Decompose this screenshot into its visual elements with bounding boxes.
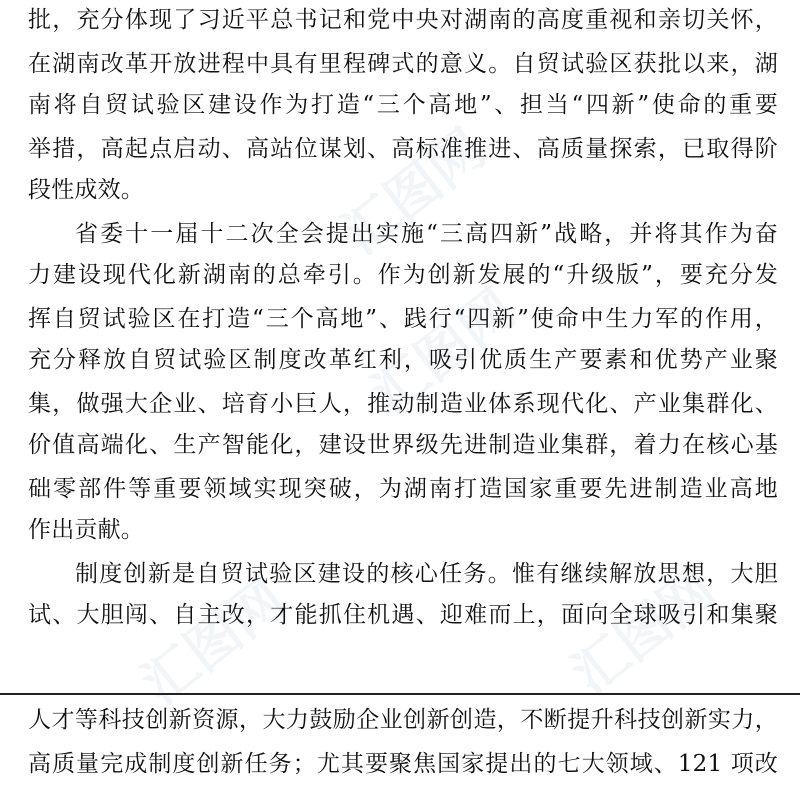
paragraph-2-line-6: 价值高端化、生产智能化，建设世界级先进制造业集群，着力在核心基 <box>28 432 778 458</box>
paragraph-2-line-7: 础零部件等重要领域实现突破，为湖南打造国家重要先进制造业高地 <box>28 476 778 502</box>
paragraph-1-line-1: 批，充分体现了习近平总书记和党中央对湖南的高度重视和亲切关怀， <box>28 7 778 33</box>
paragraph-1-line-2: 在湖南改革开放进程中具有里程碑式的意义。自贸试验区获批以来，湖 <box>28 51 778 77</box>
paragraph-1-line-4: 举措，高起点启动、高站位谋划、高标准推进、高质量探索，已取得阶 <box>28 136 778 162</box>
watermark: 汇图网 <box>130 566 297 717</box>
paragraph-2-line-4: 充分释放自贸试验区制度改革红利，吸引优质生产要素和优势产业聚 <box>28 347 778 373</box>
paragraph-3-line-1: 制度创新是自贸试验区建设的核心任务。惟有继续解放思想，大胆 <box>75 561 778 587</box>
watermark: 汇图网 <box>360 276 527 427</box>
paragraph-3-line-2: 试、大胆闯、自主改，才能抓住机遇、迎难而上，面向全球吸引和集聚 <box>28 602 778 628</box>
paragraph-1-line-3: 南将自贸试验区建设作为打造“三个高地”、担当“四新”使命的重要 <box>28 92 778 118</box>
paragraph-2-line-8: 作出贡献。 <box>28 517 144 543</box>
watermark: 汇图网 <box>330 116 497 267</box>
paragraph-2-line-1: 省委十一届十二次全会提出实施“三高四新”战略，并将其作为奋 <box>75 221 778 247</box>
next-page-line-2: 高质量完成制度创新任务；尤其要聚焦国家提出的七大领域、121 项改 <box>28 751 778 777</box>
paragraph-2-line-5: 集，做强大企业、培育小巨人，推动制造业体系现代化、产业集群化、 <box>28 391 778 417</box>
next-page-line-1: 人才等科技创新资源，大力鼓励企业创新创造，不断提升科技创新实力， <box>28 707 778 733</box>
paragraph-2-line-2: 力建设现代化新湖南的总牵引。作为创新发展的“升级版”，要充分发 <box>28 262 778 288</box>
page-divider <box>0 693 800 695</box>
watermark: 汇图网 <box>560 556 727 707</box>
paragraph-2-line-3: 挥自贸试验区在打造“三个高地”、践行“四新”使命中生力军的作用， <box>28 306 778 332</box>
paragraph-1-line-5: 段性成效。 <box>28 177 144 203</box>
